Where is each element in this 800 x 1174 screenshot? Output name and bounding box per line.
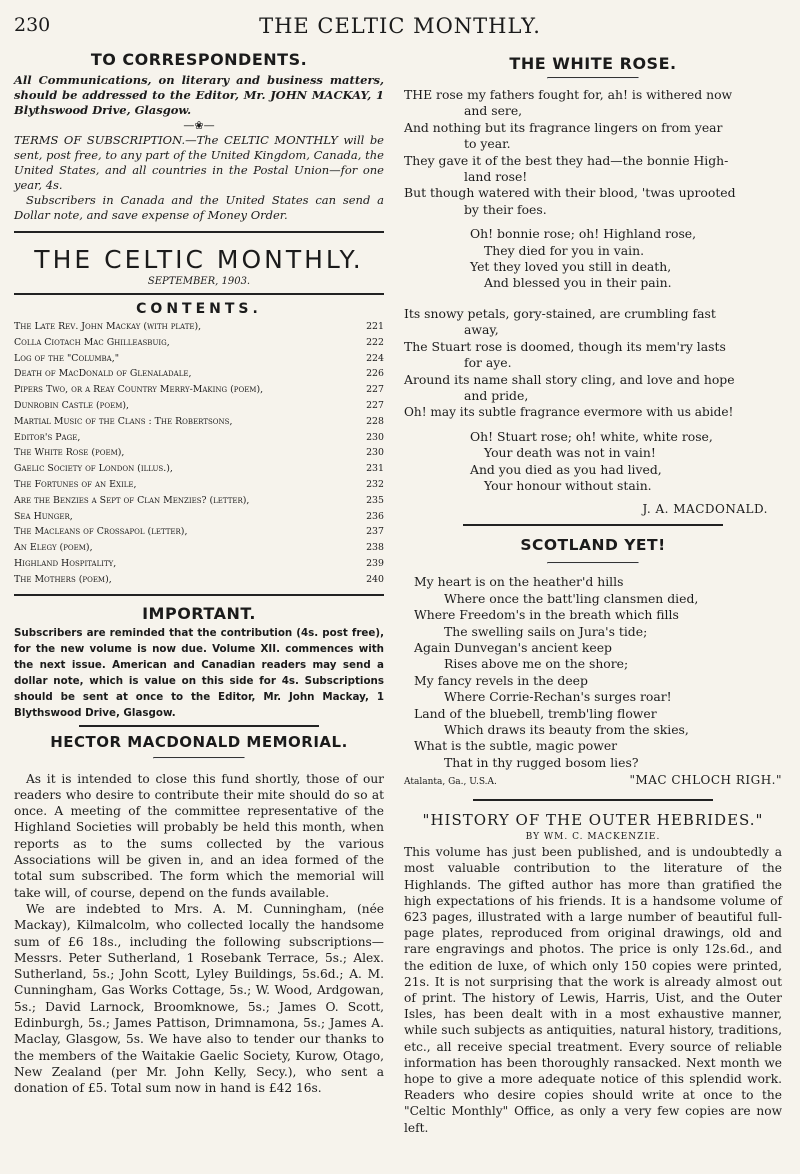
contents-entry-title: Log of the "Columba," xyxy=(14,352,120,364)
contents-row xyxy=(14,382,384,398)
contents-row xyxy=(14,477,384,493)
poem-line: Where Freedom's in the breath which fills xyxy=(414,607,679,623)
contents-entry-title: Are the Benzies a Sept of Clan Menzies? (letter), xyxy=(14,494,250,506)
masthead-date: SEPTEMBER, 1903. xyxy=(147,276,251,287)
poem-line: The swelling sails on Jura's tide; xyxy=(444,623,648,639)
white-rose-signature: J. A. MACDONALD. xyxy=(642,502,768,517)
poem-line: to year. xyxy=(464,136,511,152)
hebrides-body: This volume has just been published, and is undoubtedly a most valuable contribution to the literature of the Highlands. The gifted author has more than gratified the high expectations of his friends. It is a handsome volume of 623 pages, illustrated with a large number of beautiful full-page plates, reproduced from original drawings, old and rare engravings and photos. The price is only 12s.6d., and the edition de luxe, of which only 150 copies were printed, 21s. It is not surprising that the work is already almost out of print. The history of Lewis, Harris, Uist, and the Outer Isles, has been dealt with in a most exhaustive manner, while such subjects as antiquities, natural history, traditions, etc., all receive special treatment. Every source of reliable information has been thoroughly ransacked. Next month we hope to give a more adequate notice of this splendid work. Readers who desire copies should write at once to the "Celtic Monthly" Office, as only a very few copies are now left. xyxy=(404,845,782,1135)
contents-row xyxy=(14,461,384,477)
white-rose-stanza-1 xyxy=(404,87,782,218)
contents-row xyxy=(14,366,384,382)
poem-line: Oh! bonnie rose; oh! Highland rose, xyxy=(470,226,697,242)
scotland-yet-title: SCOTLAND YET! xyxy=(520,536,666,555)
contents-row xyxy=(14,540,384,556)
scotland-yet-location: Atalanta, Ga., U.S.A. xyxy=(404,777,497,788)
poem-line: Again Dunvegan's ancient keep xyxy=(414,639,612,655)
contents-entry-title: Martial Music of the Clans : The Robertsons, xyxy=(14,415,233,427)
poem-line: Yet they loved you still in death, xyxy=(470,259,672,275)
poem-line: Its snowy petals, gory-stained, are crumbling fast xyxy=(404,305,716,321)
contents-entry-title: Highland Hospitality, xyxy=(14,557,117,569)
poem-line: land rose! xyxy=(464,169,528,185)
contents-entry-page: 228 xyxy=(366,415,384,427)
page-header xyxy=(10,14,790,40)
poem-line: Where once the batt'ling clansmen died, xyxy=(444,590,699,606)
contents-entry-title: Pipers Two, or a Reay Country Merry-Making (poem), xyxy=(14,384,264,396)
masthead-title: THE CELTIC MONTHLY. xyxy=(34,245,364,274)
contents-entry-title: Editor's Page, xyxy=(14,431,81,443)
divider xyxy=(473,799,713,801)
contents-row xyxy=(14,319,384,335)
contents-row xyxy=(14,414,384,430)
important-title: IMPORTANT. xyxy=(142,603,256,623)
contents-entry-page: 236 xyxy=(366,510,384,522)
contents-entry-page: 230 xyxy=(366,447,384,459)
contents-row xyxy=(14,445,384,461)
poem-line: away, xyxy=(464,322,499,338)
poem-line: That in thy rugged bosom lies? xyxy=(444,754,639,770)
contents-row xyxy=(14,572,384,588)
divider xyxy=(79,725,319,727)
scotland-yet-signature-row xyxy=(404,773,782,787)
contents-entry-title: The Mothers (poem), xyxy=(14,573,112,585)
left-column xyxy=(14,50,384,1096)
contents-entry-title: Dunrobin Castle (poem), xyxy=(14,399,130,411)
contents-entry-page: 239 xyxy=(366,557,384,569)
poem-line: Land of the bluebell, tremb'ling flower xyxy=(414,705,657,721)
scotland-yet-signature: "MAC CHLOCH RIGH." xyxy=(629,773,782,788)
poem-line: But though watered with their blood, 'twas uprooted xyxy=(404,185,736,201)
poem-line: My fancy revels in the deep xyxy=(414,672,588,688)
contents-entry-title: Sea Hunger, xyxy=(14,510,73,522)
contents-row xyxy=(14,335,384,351)
contents-entry-page: 227 xyxy=(366,399,384,411)
hebrides-title: "HISTORY OF THE OUTER HEBRIDES." xyxy=(422,811,764,830)
divider xyxy=(153,757,245,759)
poem-line: Your death was not in vain! xyxy=(484,445,656,461)
poem-line: Which draws its beauty from the skies, xyxy=(444,722,689,737)
contents-entry-page: 231 xyxy=(366,463,384,475)
poem-line: The Stuart rose is doomed, though its mem'ry lasts xyxy=(404,338,726,354)
contents-entry-title: Gaelic Society of London (illus.), xyxy=(14,463,173,475)
contents-entry-title: The Fortunes of an Exile, xyxy=(14,478,137,490)
poem-line: and pride, xyxy=(464,387,529,403)
contents-entry-title: Death of MacDonald of Glenaladale, xyxy=(14,368,192,380)
poem-line: They died for you in vain. xyxy=(484,242,645,258)
contents-row xyxy=(14,556,384,572)
poem-line: Oh! may its subtle fragrance evermore with us abide! xyxy=(404,405,734,420)
hector-para-2: We are indebted to Mrs. A. M. Cunningham, (née Mackay), Kilmalcolm, who collected locally the handsome sum of £6 18s., including the following subscriptions—Messrs. Peter Sutherland, 1 Rosebank Terrace, 5s.; Alex. Sutherland, 5s.; John Scott, Lyley Buildings, 5s.6d.; A. M. Cunningham, Gas Works Cottage, 5s.; W. Wood, Ardgowan, 5s.; David Larnock, Broomknowe, 5s.; James O. Scott, Edinburgh, 5s.; James Pattison, Drimnamona, 5s.; James A. Maclay, Glasgow, 5s. We have also to tender our thanks to the members of the Waitakie Gaelic Society, Kurow, Otago, New Zealand (per Mr. John Kelly, Secy.), who sent a donation of £5. Total sum now in hand is £42 16s. xyxy=(14,901,384,1096)
divider xyxy=(547,562,639,564)
contents-entry-page: 238 xyxy=(366,542,384,554)
poem-line: THE rose my fathers fought for, ah! is withered now xyxy=(404,87,733,102)
divider xyxy=(14,293,384,295)
correspondents-para: All Communications, on literary and business matters, should be addressed to the Editor, Mr. JOHN MACKAY, 1 Blythswood Drive, Glasgow. xyxy=(14,73,384,117)
poem-line: Your honour without stain. xyxy=(484,477,652,493)
hebrides-byline: BY WM. C. MACKENZIE. xyxy=(525,832,661,843)
white-rose-refrain-1 xyxy=(404,226,782,292)
contents-entry-title: The White Rose (poem), xyxy=(14,447,125,459)
contents-table xyxy=(14,319,384,588)
poem-line: Rises above me on the shore; xyxy=(444,656,629,672)
subscription-terms: TERMS OF SUBSCRIPTION.—The CELTIC MONTHLY will be sent, post free, to any part of the United Kingdom, Canada, the United States, and all countries in the Postal Union—for one year, 4s. xyxy=(14,133,384,192)
scotland-yet-poem xyxy=(404,574,782,771)
contents-row xyxy=(14,430,384,446)
poem-line: Around its name shall story cling, and love and hope xyxy=(404,371,735,387)
contents-entry-page: 222 xyxy=(366,336,384,348)
contents-row xyxy=(14,398,384,414)
contents-entry-page: 235 xyxy=(366,494,384,506)
contents-entry-page: 232 xyxy=(366,478,384,490)
contents-row xyxy=(14,351,384,367)
poem-line: And you died as you had lived, xyxy=(470,461,662,477)
running-head: THE CELTIC MONTHLY. xyxy=(259,14,541,38)
divider xyxy=(463,524,723,526)
contents-row xyxy=(14,524,384,540)
contents-entry-page: 237 xyxy=(366,526,384,538)
contents-entry-page: 221 xyxy=(366,321,384,332)
contents-entry-page: 227 xyxy=(366,384,384,396)
poem-line: for aye. xyxy=(464,355,512,371)
poem-line: by their foes. xyxy=(464,201,547,217)
white-rose-title: THE WHITE ROSE. xyxy=(509,54,677,73)
contents-entry-title: The Late Rev. John Mackay (with plate), xyxy=(14,321,202,332)
poem-line: They gave it of the best they had—the bonnie High- xyxy=(404,152,729,168)
contents-row xyxy=(14,509,384,525)
contents-entry-page: 230 xyxy=(366,431,384,443)
poem-line: My heart is on the heather'd hills xyxy=(414,574,624,590)
contents-entry-title: An Elegy (poem), xyxy=(14,542,93,554)
divider xyxy=(547,77,639,79)
contents-entry-page: 240 xyxy=(366,573,384,585)
contents-entry-page: 224 xyxy=(366,352,384,364)
page-number: 230 xyxy=(14,14,51,36)
right-column xyxy=(404,50,782,1136)
contents-row xyxy=(14,493,384,509)
contents-entry-title: The Macleans of Crossapol (letter), xyxy=(14,526,188,538)
contents-entry-page: 226 xyxy=(366,368,384,380)
divider xyxy=(14,594,384,596)
ornament-icon: —❀— xyxy=(183,119,215,132)
hector-para-1: As it is intended to close this fund shortly, those of our readers who desire to contribute their mite should do so at once. A meeting of the committee representative of the Highland Societies will probably be held this month, when reports as to the sums collected by the various Associations will be given in, and an idea formed of the total sum subscribed. The form which the memorial will take will, of course, depend on the funds available. xyxy=(14,771,384,900)
subscription-note: Subscribers in Canada and the United States can send a Dollar note, and save expense of Money Order. xyxy=(14,193,384,222)
poem-line: What is the subtle, magic power xyxy=(414,738,618,754)
white-rose-refrain-2 xyxy=(404,429,782,495)
white-rose-stanza-2 xyxy=(404,306,782,421)
poem-line: Oh! Stuart rose; oh! white, white rose, xyxy=(470,428,713,444)
hector-title: HECTOR MACDONALD MEMORIAL. xyxy=(50,732,348,751)
correspondents-title: TO CORRESPONDENTS. xyxy=(90,50,308,69)
poem-line: and sere, xyxy=(464,103,523,119)
divider xyxy=(14,231,384,233)
poem-line: Where Corrie-Rechan's surges roar! xyxy=(444,689,672,705)
important-notice: Subscribers are reminded that the contribution (4s. post free), for the new volume is now due. Volume XII. commences with the next issue. American and Canadian readers may send a dollar note, which is value on this side for 4s. Subscriptions should be sent at once to the Editor, Mr. John Mackay, 1 Blythswood Drive, Glasgow. xyxy=(14,626,384,719)
contents-title: CONTENTS. xyxy=(136,301,262,317)
poem-line: And nothing but its fragrance lingers on from year xyxy=(404,119,723,135)
contents-entry-title: Colla Ciotach Mac Ghilleasbuig, xyxy=(14,336,170,348)
poem-line: And blessed you in their pain. xyxy=(484,275,672,291)
